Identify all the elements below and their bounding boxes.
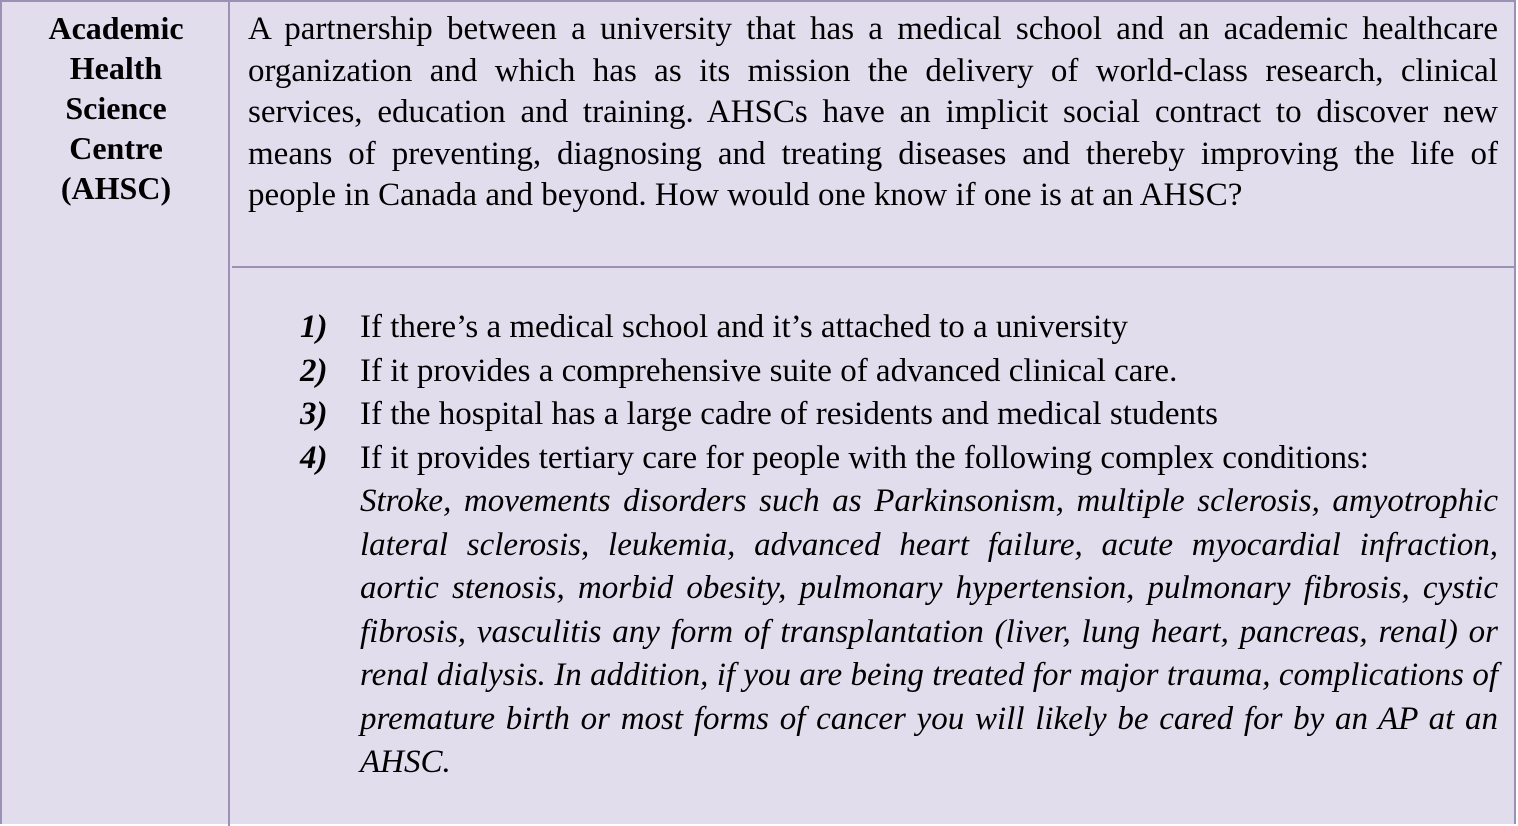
term-heading	[2, 8, 230, 208]
list-number: 3)	[300, 396, 328, 432]
list-item	[300, 393, 1498, 437]
term-cell	[2, 2, 230, 826]
list-item-text: If there’s a medical school and it’s attached to a university	[360, 309, 1128, 345]
criteria-list	[300, 306, 1498, 785]
list-item-text: If the hospital has a large cadre of residents and medical students	[360, 396, 1219, 432]
definition-paragraph: A partnership between a university that has a medical school and an academic healthcare organization and which has as its mission the delivery of world-class research, clinical services, education and training. AHSCs have an implicit social contract to discover new means of preventing, diagnosing and treating diseases and thereby improving the life of people in Canada and beyond. How would one know if one is at an AHSC?	[248, 11, 1498, 213]
term-line: Academic	[48, 10, 184, 46]
list-number: 2)	[300, 352, 328, 389]
list-item-text: If it provides a comprehensive suite of advanced clinical care.	[360, 352, 1178, 389]
term-line: (AHSC)	[60, 170, 172, 206]
term-line: Health	[69, 50, 163, 86]
list-number: 1)	[300, 309, 328, 345]
list-item	[300, 350, 1498, 394]
list-number: 4)	[300, 439, 328, 476]
list-item-text: If it provides tertiary care for people with the following complex conditions:	[360, 439, 1369, 476]
term-line: Science	[65, 90, 167, 126]
list-item	[300, 437, 1498, 785]
conditions-paragraph: Stroke, movements disorders such as Parkinsonism, multiple sclerosis, amyotrophic lateral sclerosis, leukemia, advanced heart failure, acute myocardial infraction, aortic stenosis, morbid obesity, pulmonary hypertension, pulmonary fibrosis, cystic fibrosis, vasculitis any form of transplantation (liver, lung heart, pancreas, renal) or renal dialysis. In addition, if you are being treated for major trauma, complications of premature birth or most forms of cancer you will likely be cared for by an AP at an AHSC.	[360, 483, 1498, 780]
row-divider	[232, 266, 1514, 268]
term-line: Centre	[69, 130, 163, 166]
list-item	[300, 306, 1498, 350]
description-cell	[230, 2, 1514, 826]
